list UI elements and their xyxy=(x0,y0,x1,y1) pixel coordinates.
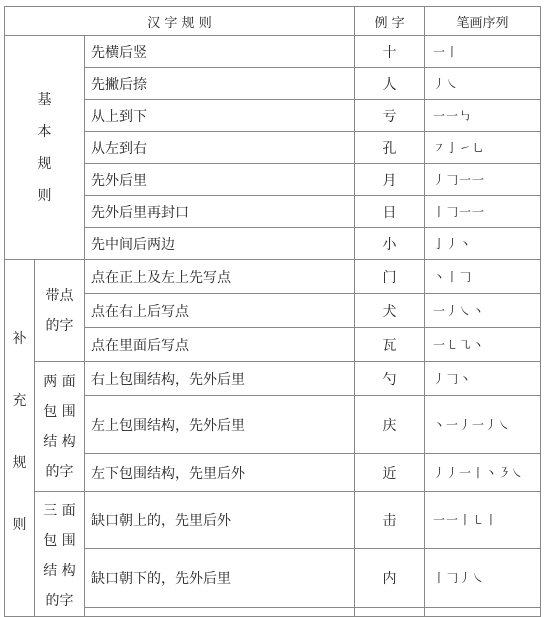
rule-cell: 从左到右 xyxy=(85,132,355,164)
sequence-cell: 丿丿一丨丶㇋㇏ xyxy=(425,454,541,492)
table-row xyxy=(5,492,541,549)
rule-cell: 点在右上后写点 xyxy=(85,294,355,328)
sequence-cell: 丶丨𠃌 xyxy=(425,260,541,294)
rule-cell: 左上包围结构，先外后里 xyxy=(85,396,355,454)
rule-cell: 从上到下 xyxy=(85,100,355,132)
table-row xyxy=(5,548,541,608)
example-cell: 瓦 xyxy=(355,328,425,362)
rule-cell: 右上包围结构，先外后里 xyxy=(85,362,355,396)
rule-cell: 先撇后捺 xyxy=(85,68,355,100)
group-label-char: 充 xyxy=(12,393,27,409)
subgroup-label-line: 包 围 xyxy=(43,403,76,420)
subgroup-label-line: 三 面 xyxy=(43,503,76,519)
rule-cell: 点在里面后写点 xyxy=(85,328,355,362)
example-cell: 犬 xyxy=(355,294,425,328)
table-row xyxy=(5,164,541,196)
example-cell: 亏 xyxy=(355,100,425,132)
table-row xyxy=(5,260,541,294)
subgroup-three-side xyxy=(35,492,85,617)
sequence-cell xyxy=(425,608,541,617)
sequence-cell: 丿𠃌一一 xyxy=(425,164,541,196)
table-row xyxy=(5,132,541,164)
table-row xyxy=(5,396,541,454)
example-cell: 击 xyxy=(355,492,425,549)
group-label-char: 规 xyxy=(12,455,27,471)
rule-cell: 先外后里 xyxy=(85,164,355,196)
subgroup-label-line: 结 构 xyxy=(43,433,76,450)
example-cell: 门 xyxy=(355,260,425,294)
rule-cell: 先中间后两边 xyxy=(85,228,355,260)
table-row xyxy=(5,196,541,228)
sequence-cell: 丨𠃌一一 xyxy=(425,196,541,228)
rule-cell: 左下包围结构，先里后外 xyxy=(85,454,355,492)
group-label-char: 补 xyxy=(12,331,27,347)
group-label-char: 本 xyxy=(37,123,52,140)
header-rules: 汉 字 规 则 xyxy=(5,7,355,36)
table-row xyxy=(5,228,541,260)
group-label-char: 则 xyxy=(12,517,27,533)
subgroup-label-line: 结 构 xyxy=(43,563,76,579)
sequence-cell: 一㇄㇈丶 xyxy=(425,328,541,362)
rule-cell: 点在正上及左上先写点 xyxy=(85,260,355,294)
example-cell: 近 xyxy=(355,454,425,492)
sequence-cell: 丨𠃌丿㇏ xyxy=(425,548,541,608)
subgroup-label-line: 的字 xyxy=(45,317,74,334)
stroke-order-table-container xyxy=(4,6,540,617)
rule-cell: 缺口朝下的，先外后里 xyxy=(85,548,355,608)
sequence-cell: 一一㇉ xyxy=(425,100,541,132)
example-cell: 十 xyxy=(355,36,425,68)
example-cell xyxy=(355,608,425,617)
group-supplement-rules xyxy=(5,260,35,617)
subgroup-label-line: 两 面 xyxy=(43,373,76,390)
example-cell: 小 xyxy=(355,228,425,260)
sequence-cell: 一一丨㇄丨 xyxy=(425,492,541,549)
group-label-char: 则 xyxy=(37,187,52,204)
sequence-cell: 一丨 xyxy=(425,36,541,68)
rule-cell xyxy=(85,608,355,617)
subgroup-two-side xyxy=(35,362,85,492)
example-cell: 庆 xyxy=(355,396,425,454)
sequence-cell: 丿㇏ xyxy=(425,68,541,100)
rule-cell: 先外后里再封口 xyxy=(85,196,355,228)
sequence-cell: ㇇亅㇀㇟ xyxy=(425,132,541,164)
group-basic-rules xyxy=(5,36,85,260)
table-row xyxy=(5,362,541,396)
table-row xyxy=(5,36,541,68)
table-row xyxy=(5,328,541,362)
header-row xyxy=(5,7,541,36)
header-example: 例 字 xyxy=(355,7,425,36)
subgroup-label-line: 包 围 xyxy=(43,533,76,549)
stroke-order-table xyxy=(4,6,541,617)
header-sequence: 笔画序列 xyxy=(425,7,541,36)
example-cell: 月 xyxy=(355,164,425,196)
group-label-char: 基 xyxy=(37,91,52,108)
sequence-cell: 丿𠃌丶 xyxy=(425,362,541,396)
rule-cell: 先横后竖 xyxy=(85,36,355,68)
example-cell: 孔 xyxy=(355,132,425,164)
example-cell: 内 xyxy=(355,548,425,608)
sequence-cell: 丶一丿一丿㇏ xyxy=(425,396,541,454)
example-cell: 勺 xyxy=(355,362,425,396)
example-cell: 日 xyxy=(355,196,425,228)
example-cell: 人 xyxy=(355,68,425,100)
group-label-char: 规 xyxy=(37,155,52,172)
subgroup-label-line: 带点 xyxy=(45,287,74,304)
table-row xyxy=(5,454,541,492)
subgroup-dot xyxy=(35,260,85,362)
sequence-cell: 一丿㇏丶 xyxy=(425,294,541,328)
table-row-partial xyxy=(5,608,541,617)
subgroup-label-line: 的字 xyxy=(45,463,74,480)
sequence-cell: 亅丿丶 xyxy=(425,228,541,260)
table-row xyxy=(5,68,541,100)
table-row xyxy=(5,294,541,328)
rule-cell: 缺口朝上的，先里后外 xyxy=(85,492,355,549)
table-row xyxy=(5,100,541,132)
subgroup-label-line: 的字 xyxy=(45,593,74,609)
